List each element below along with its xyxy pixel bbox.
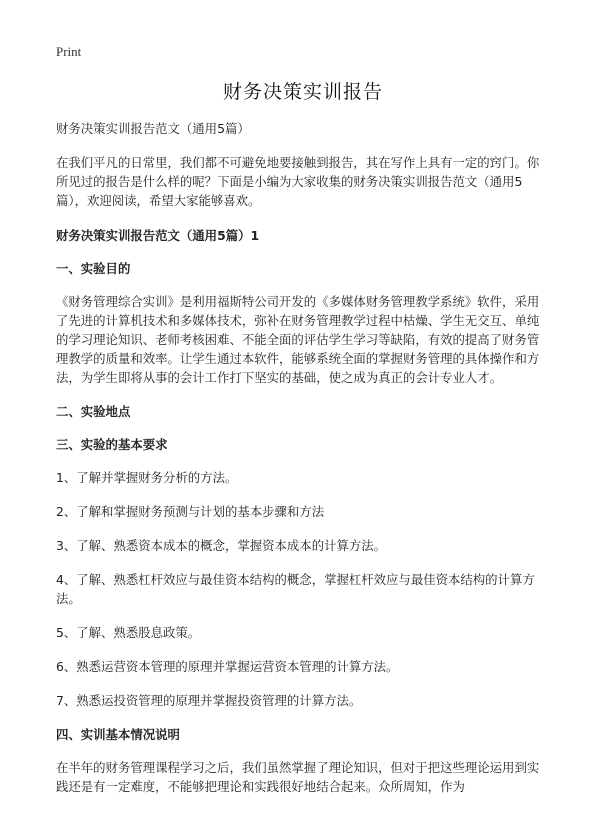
section-body-purpose: 《财务管理综合实训》是利用福斯特公司开发的《多媒体财务管理教学系统》软件，采用了先进的计算机技术和多媒体技术，弥补在财务管理教学过程中枯燥、学生无交互、单纯的学习理论知识、老师考核困难、不能全面的评估学生学习等缺陷，有效的提高了财务管理教学的质量和效率。让学生通过本软件，能够系统全面的掌握财务管理的具体操作和方法，为学生即将从事的会计工作打下坚实的基础，使之成为真正的会计专业人才。 — [56, 294, 540, 385]
requirement-item: 5、了解、熟悉股息政策。 — [56, 625, 201, 640]
print-link[interactable]: Print — [56, 44, 82, 59]
article-heading: 财务决策实训报告范文（通用5篇）1 — [56, 228, 260, 243]
document-body — [56, 119, 550, 811]
requirement-item: 3、了解、熟悉资本成本的概念，掌握资本成本的计算方法。 — [56, 538, 387, 553]
section-heading-requirements: 三、实验的基本要求 — [56, 437, 168, 452]
document-title: 财务决策实训报告 — [222, 81, 383, 103]
section-heading-location: 二、实验地点 — [56, 404, 131, 419]
requirement-item: 7、熟悉运投资管理的原理并掌握投资管理的计算方法。 — [56, 693, 362, 708]
requirement-item: 4、了解、熟悉杠杆效应与最佳资本结构的概念，掌握杠杆效应与最佳资本结构的计算方法。 — [56, 572, 535, 606]
section-heading-purpose: 一、实验目的 — [56, 261, 131, 276]
requirement-item: 6、熟悉运营资本管理的原理并掌握运营资本管理的计算方法。 — [56, 659, 399, 674]
section-body-overview: 在半年的财务管理课程学习之后，我们虽然掌握了理论知识，但对于把这些理论运用到实践还是有一定难度，不能够把理论和实践很好地结合起来。众所周知，作为 — [56, 760, 540, 794]
section-heading-overview: 四、实训基本情况说明 — [56, 727, 180, 742]
document-subtitle: 财务决策实训报告范文（通用5篇） — [56, 121, 250, 136]
requirement-item: 1、了解并掌握财务分析的方法。 — [56, 470, 238, 485]
intro-paragraph: 在我们平凡的日常里，我们都不可避免地要接触到报告，其在写作上具有一定的窍门。你所见过的报告是什么样的呢？下面是小编为大家收集的财务决策实训报告范文（通用5篇），欢迎阅读，希望大家能够喜欢。 — [56, 155, 540, 208]
requirement-item: 2、了解和掌握财务预测与计划的基本步骤和方法 — [56, 504, 325, 519]
